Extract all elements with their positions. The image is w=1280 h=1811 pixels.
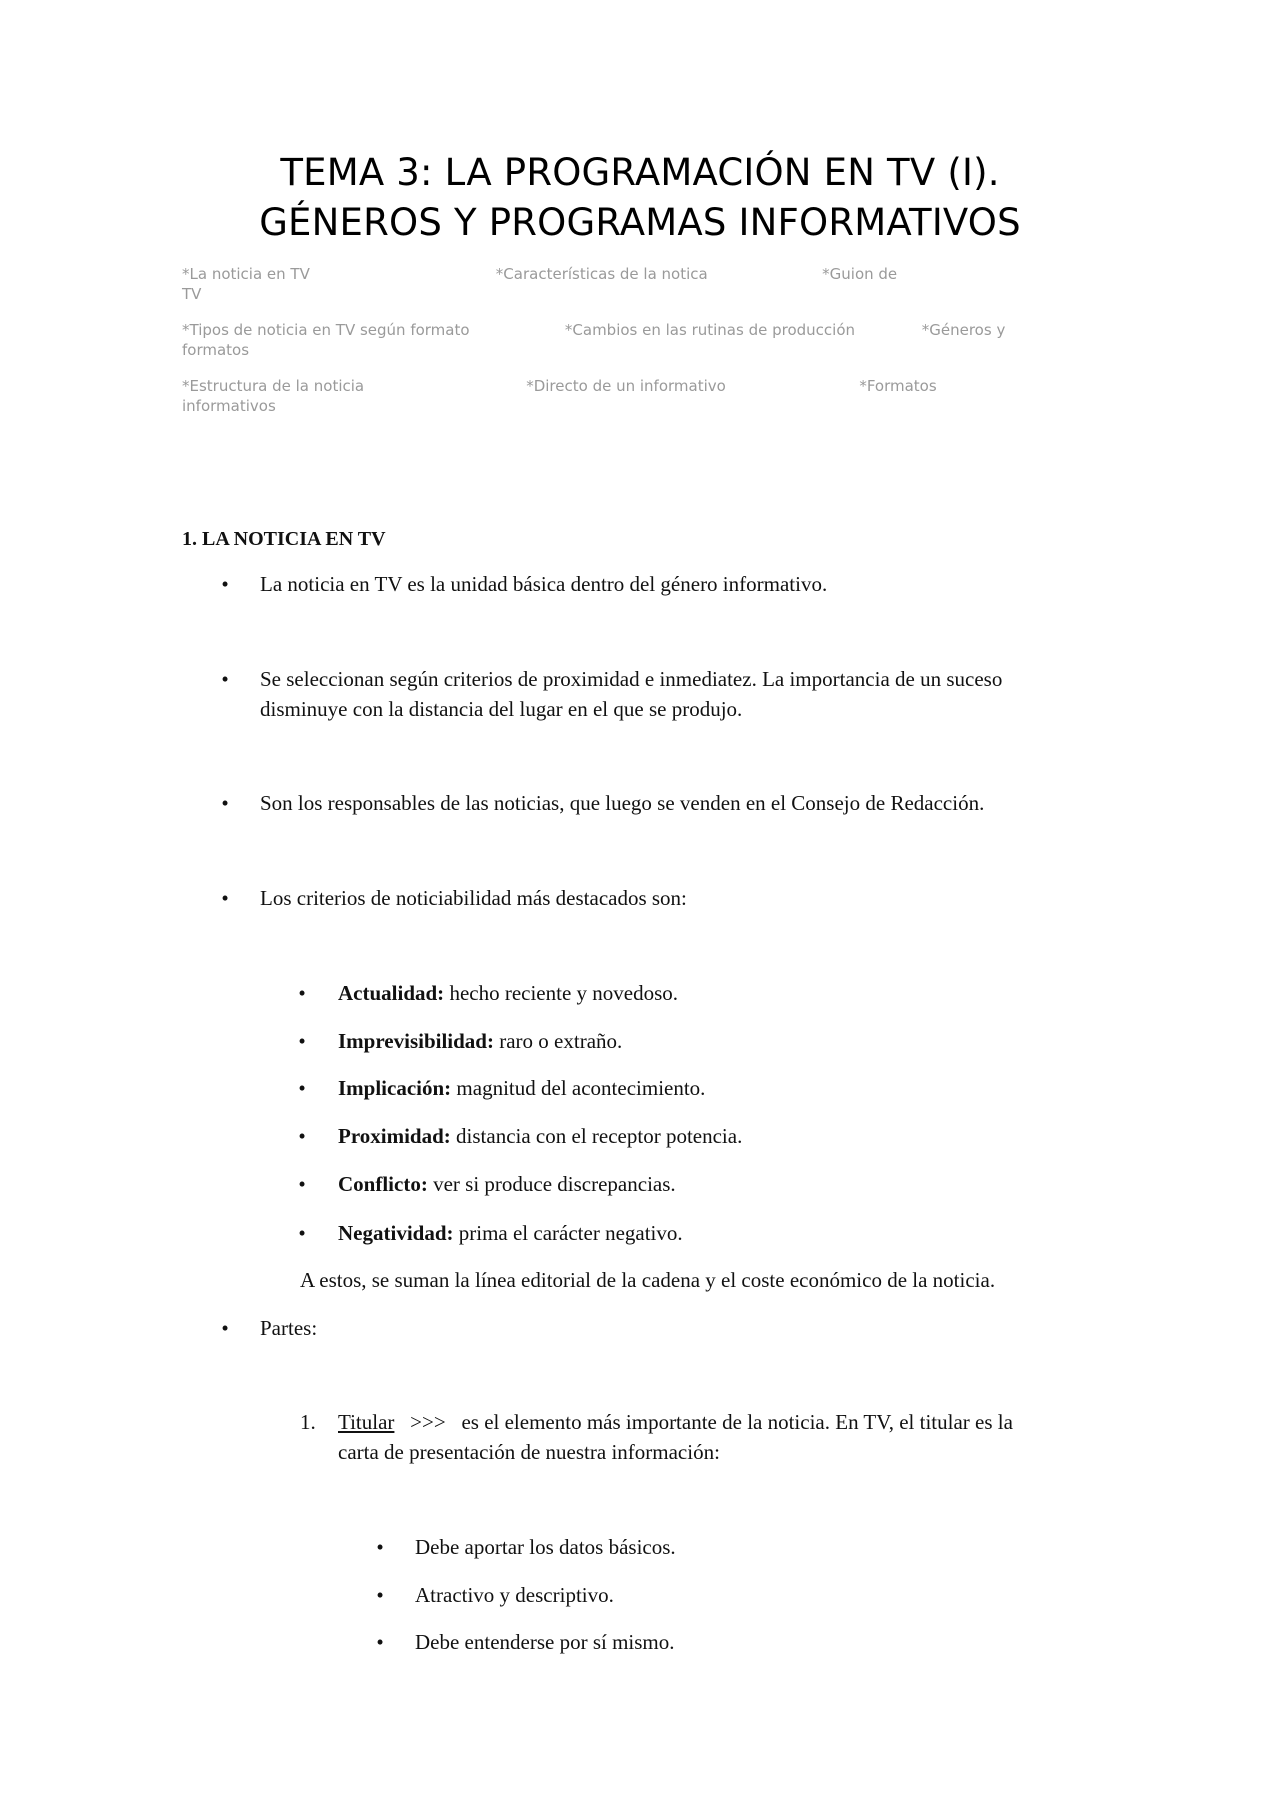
- bullet-dot: •: [221, 791, 229, 815]
- section-heading: 1. LA NOTICIA EN TV: [182, 528, 386, 550]
- criterion-item: [338, 978, 678, 1008]
- bullet-dot: •: [298, 1029, 306, 1053]
- part-arrow: >>>: [410, 1410, 446, 1434]
- list-item: Se seleccionan según criterios de proximidad e inmediatez. La importancia de un suceso: [260, 667, 1003, 691]
- titular-point: Atractivo y descriptivo.: [415, 1583, 614, 1607]
- toc-line: informativos: [182, 397, 276, 415]
- criteria-note: A estos, se suman la línea editorial de la cadena y el coste económico de la noticia.: [300, 1268, 996, 1292]
- document-title: [160, 148, 1120, 248]
- criterion-term: Proximidad:: [338, 1124, 451, 1148]
- criterion-item: [338, 1121, 742, 1151]
- criterion-term: Negatividad:: [338, 1221, 454, 1245]
- bullet-dot: •: [221, 667, 229, 691]
- bullet-dot: •: [376, 1535, 384, 1559]
- bullet-dot: •: [298, 1221, 306, 1245]
- bullet-dot: •: [376, 1583, 384, 1607]
- criterion-desc: hecho reciente y novedoso.: [449, 981, 679, 1005]
- bullet-dot: •: [221, 572, 229, 596]
- bullet-dot: •: [298, 1172, 306, 1196]
- criterion-term: Conflicto:: [338, 1172, 428, 1196]
- titular-point: Debe aportar los datos básicos.: [415, 1535, 676, 1559]
- part-item: [338, 1407, 1013, 1437]
- toc-line: *Tipos de noticia en TV según formato *Cambios en las rutinas de producción *Géneros y: [182, 321, 1006, 339]
- criterion-term: Implicación:: [338, 1076, 452, 1100]
- parts-label: Partes:: [260, 1316, 318, 1340]
- toc-line: *Estructura de la noticia *Directo de un informativo *Formatos: [182, 377, 937, 395]
- toc-line: *La noticia en TV *Características de la notica *Guion de: [182, 265, 898, 283]
- list-item: La noticia en TV es la unidad básica dentro del género informativo.: [260, 572, 828, 596]
- title-line-2: GÉNEROS Y PROGRAMAS INFORMATIVOS: [259, 201, 1021, 244]
- toc-line: formatos: [182, 341, 250, 359]
- criterion-item: [338, 1073, 705, 1103]
- criterion-item: [338, 1169, 676, 1199]
- bullet-dot: •: [298, 1124, 306, 1148]
- criterion-desc: raro o extraño.: [499, 1029, 623, 1053]
- criterion-desc: ver si produce discrepancias.: [433, 1172, 676, 1196]
- criterion-item: [338, 1026, 622, 1056]
- list-item: Los criterios de noticiabilidad más destacados son:: [260, 886, 687, 910]
- list-item-continuation: disminuye con la distancia del lugar en el que se produjo.: [260, 697, 743, 721]
- bullet-dot: •: [298, 981, 306, 1005]
- criterion-item: [338, 1218, 683, 1248]
- part-description-continuation: carta de presentación de nuestra información:: [338, 1440, 720, 1464]
- title-line-1: TEMA 3: LA PROGRAMACIÓN EN TV (I).: [280, 151, 1000, 194]
- criterion-desc: prima el carácter negativo.: [458, 1221, 683, 1245]
- criterion-term: Actualidad:: [338, 981, 445, 1005]
- criterion-term: Imprevisibilidad:: [338, 1029, 494, 1053]
- part-description: es el elemento más importante de la noticia. En TV, el titular es la: [461, 1410, 1013, 1434]
- criterion-desc: distancia con el receptor potencia.: [456, 1124, 743, 1148]
- list-item: Son los responsables de las noticias, que luego se venden en el Consejo de Redacción.: [260, 791, 985, 815]
- criterion-desc: magnitud del acontecimiento.: [456, 1076, 706, 1100]
- bullet-dot: •: [298, 1076, 306, 1100]
- bullet-dot: •: [221, 1316, 229, 1340]
- part-name: Titular: [338, 1410, 395, 1434]
- bullet-dot: •: [221, 886, 229, 910]
- toc-line: TV: [182, 285, 202, 303]
- bullet-dot: •: [376, 1630, 384, 1654]
- part-number: 1.: [300, 1410, 316, 1434]
- titular-point: Debe entenderse por sí mismo.: [415, 1630, 675, 1654]
